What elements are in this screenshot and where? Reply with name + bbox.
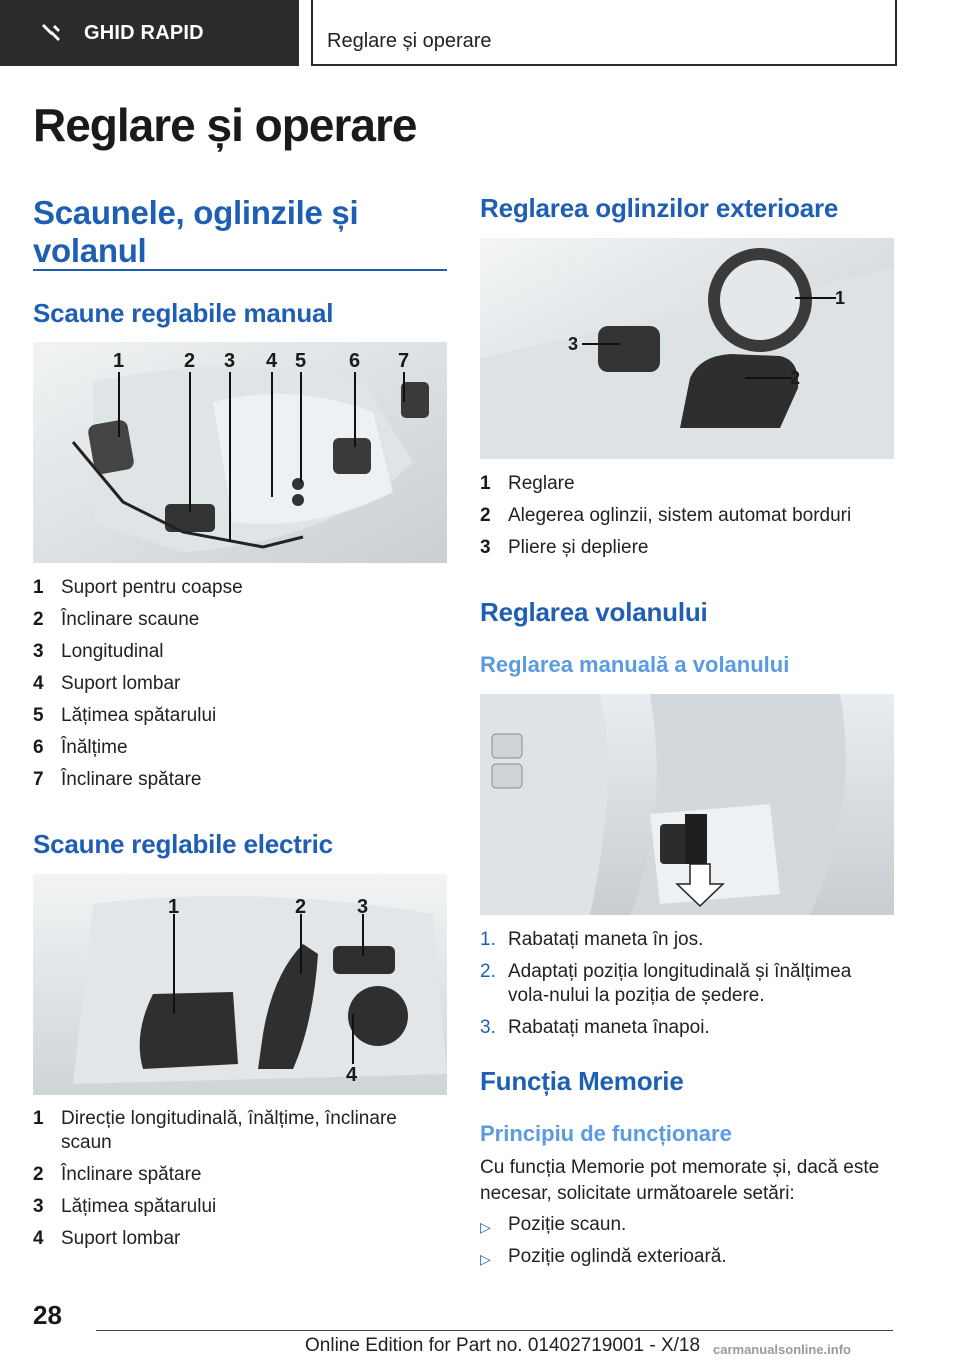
electric-seat-figure: [33, 874, 447, 1095]
memory-heading: Funcția Memorie: [480, 1066, 684, 1096]
section-divider: [33, 269, 447, 271]
list-item: 2 Înclinare scaune: [33, 609, 200, 630]
mirror-control-illustration: [480, 238, 894, 459]
steering-lever-illustration: [480, 694, 894, 915]
memory-bullets: [480, 1213, 894, 1277]
list-item: 3. Rabatați maneta înapoi.: [480, 1017, 710, 1038]
list-item: ▷ Poziție scaun.: [480, 1213, 894, 1237]
callout-label: 3: [357, 896, 369, 918]
steering-lever-figure: [480, 694, 894, 915]
quick-guide-tab[interactable]: [0, 0, 299, 66]
electric-seat-illustration: [33, 874, 447, 1095]
steering-steps: [480, 928, 894, 1048]
wrench-icon: [40, 21, 64, 45]
callout-label: 5: [295, 350, 307, 372]
mirrors-heading: Reglarea oglinzilor exterioare: [480, 193, 839, 223]
page-number: 28: [33, 1300, 62, 1330]
list-item: 4 Suport lombar: [33, 673, 181, 694]
memory-intro: Cu funcția Memorie pot memorate și, dacă este necesar, solicitate următoarele setări:: [480, 1157, 880, 1204]
steering-heading: Reglarea volanului: [480, 597, 708, 627]
list-item: 3 Longitudinal: [33, 641, 164, 662]
list-item: 1 Suport pentru coapse: [33, 577, 243, 598]
callout-label: 6: [349, 350, 361, 372]
callout-label: 2: [295, 896, 307, 918]
section-header: [311, 0, 897, 66]
triangle-bullet-icon: ▷: [480, 1219, 491, 1235]
footer-divider: [96, 1330, 893, 1331]
quick-guide-label: GHID RAPID: [84, 21, 204, 44]
section-title: Scaunele, oglinzile și volanul: [33, 194, 359, 269]
section-header-label: Reglare și operare: [327, 30, 492, 52]
callout-label: 1: [168, 896, 180, 918]
watermark: carmanualsonline.info: [713, 1342, 851, 1357]
list-item: 2 Alegerea oglinzii, sistem automat borduri: [480, 505, 852, 526]
manual-seat-illustration: [33, 342, 447, 563]
electric-seat-legend: [33, 1107, 428, 1259]
callout-label: 7: [398, 350, 410, 372]
manual-seat-legend: [33, 576, 447, 800]
list-item: 3 Lățimea spătarului: [33, 1196, 217, 1217]
manual-seats-heading: Scaune reglabile manual: [33, 298, 334, 328]
list-item: 7 Înclinare spătare: [33, 769, 202, 790]
callout-label: 1: [113, 350, 125, 372]
list-item: 1. Rabatați maneta în jos.: [480, 929, 704, 950]
list-item: 5 Lățimea spătarului: [33, 705, 217, 726]
list-item: 1 Reglare: [480, 473, 575, 494]
list-item: 3 Pliere și depliere: [480, 537, 649, 558]
callout-label: 2: [184, 350, 196, 372]
callout-label: 4: [266, 350, 278, 372]
manual-seat-figure: [33, 342, 447, 563]
callout-label: 2: [790, 368, 801, 388]
triangle-bullet-icon: ▷: [480, 1251, 491, 1267]
list-item: 4 Suport lombar: [33, 1228, 181, 1249]
list-item: 2 Înclinare spătare: [33, 1164, 202, 1185]
list-item: 2. Adaptați poziția longitudinală și înălțimea vola-nului la poziția de ședere.: [480, 961, 852, 1006]
footer-text: Online Edition for Part no. 01402719001 - X/18: [305, 1335, 701, 1356]
list-item: ▷ Poziție oglindă exterioară.: [480, 1245, 894, 1269]
list-item: 1 Direcție longitudinală, înălțime, înclinare scaun: [33, 1108, 397, 1153]
callout-label: 4: [346, 1064, 358, 1086]
list-item: 6 Înălțime: [33, 737, 128, 758]
electric-seats-heading: Scaune reglabile electric: [33, 829, 333, 859]
mirror-control-figure: [480, 238, 894, 459]
callout-label: 3: [224, 350, 236, 372]
page-title: Reglare și operare: [33, 99, 417, 151]
memory-subheading: Principiu de funcționare: [480, 1121, 732, 1146]
callout-label: 3: [568, 334, 579, 354]
callout-label: 1: [835, 288, 846, 308]
steering-subheading: Reglarea manuală a volanului: [480, 652, 790, 677]
mirror-legend: [480, 472, 894, 568]
